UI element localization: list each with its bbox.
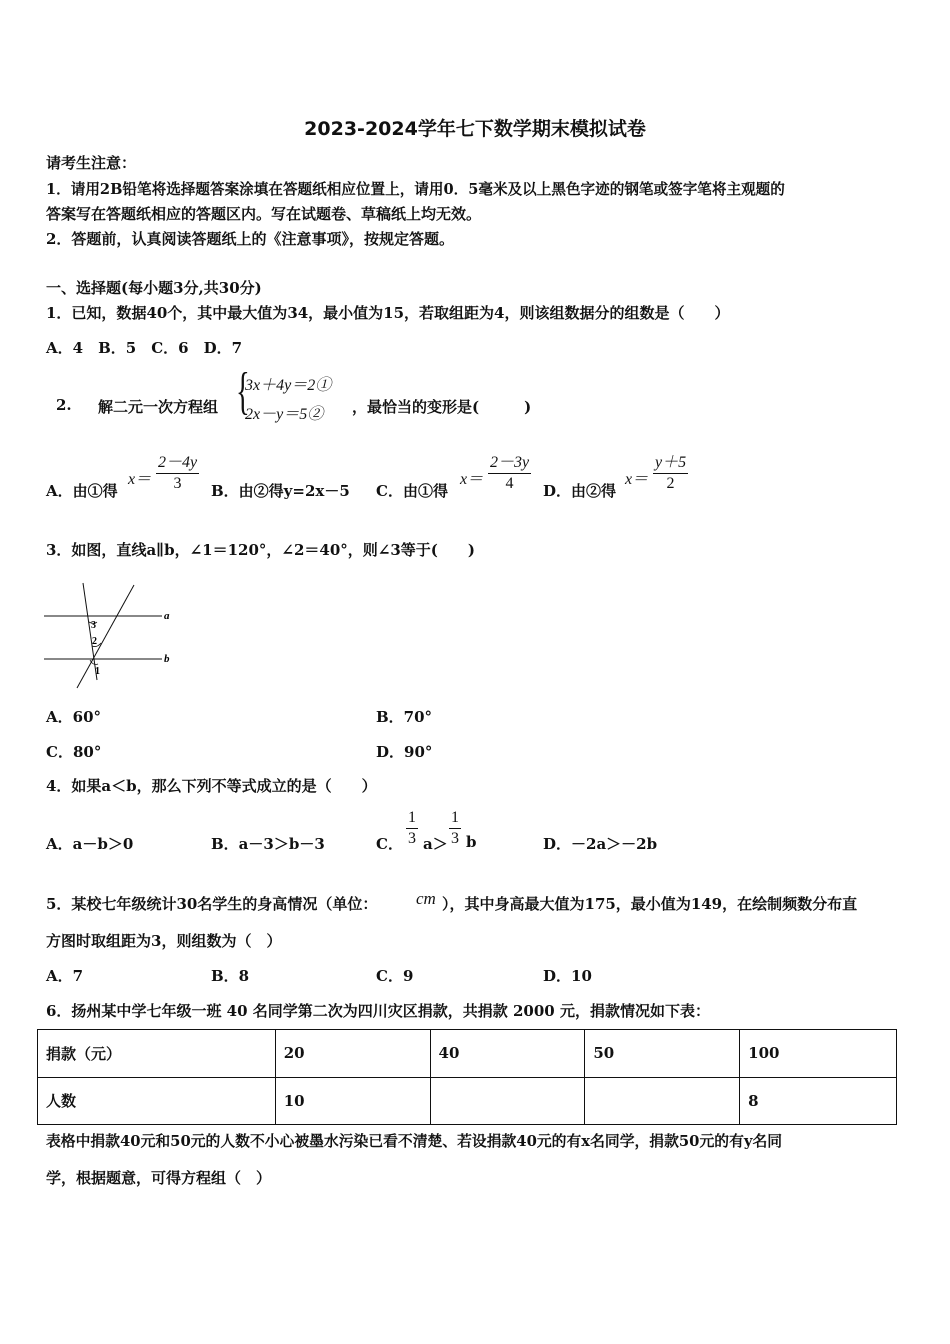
donation-table bbox=[37, 1029, 897, 1125]
q1-options: A．4 B．5 C．6 D．7 bbox=[46, 339, 243, 357]
q4-stem: 4．如果a＜b，那么下列不等式成立的是（ ） bbox=[46, 777, 377, 795]
q3-option-c: C．80° bbox=[46, 743, 102, 761]
q2-option-d-fraction bbox=[653, 454, 688, 494]
q5-option-c: C．9 bbox=[376, 967, 414, 985]
notice-line-2: 2．答题前，认真阅读答题纸上的《注意事项》，按规定答题。 bbox=[46, 230, 454, 248]
section-heading: 一、选择题(每小题3分,共30分) bbox=[46, 279, 262, 297]
fraction-numerator: 2－4y bbox=[156, 454, 199, 474]
table-cell: 20 bbox=[275, 1030, 430, 1078]
fraction-denominator: 2 bbox=[666, 475, 675, 492]
label-b: b bbox=[164, 653, 170, 665]
fraction-numerator: 1 bbox=[449, 809, 461, 829]
label-angle-2: 2 bbox=[92, 636, 97, 647]
q4-option-c-mid: a＞ bbox=[423, 835, 448, 853]
q2-equation-2: 2x－y＝5② bbox=[245, 406, 324, 423]
table-cell: 捐款（元） bbox=[38, 1030, 276, 1078]
q2-equation-1: 3x＋4y＝2① bbox=[245, 377, 332, 394]
q3-option-a: A．60° bbox=[46, 708, 102, 726]
notice-heading: 请考生注意： bbox=[46, 154, 137, 172]
q1-stem: 1．已知，数据40个，其中最大值为34，最小值为15，若取组距为4，则该组数据分的组数是（ ） bbox=[46, 304, 730, 322]
q6-stem: 6．扬州某中学七年级一班 40 名同学第二次为四川灾区捐款，共捐款 2000 元，捐款情况如下表： bbox=[46, 1002, 710, 1020]
q4-option-c-end: b bbox=[466, 833, 477, 851]
q5-option-b: B．8 bbox=[211, 967, 250, 985]
table-row bbox=[38, 1077, 897, 1125]
q5-stem-c: 方图时取组距为3，则组数为（ ） bbox=[46, 932, 282, 950]
fraction-denominator: 3 bbox=[173, 475, 182, 492]
fraction-denominator: 3 bbox=[451, 830, 459, 847]
table-cell: 40 bbox=[430, 1030, 585, 1078]
system-brace: { bbox=[236, 363, 250, 420]
label-angle-1: 1 bbox=[95, 666, 100, 677]
q5-unit: cm bbox=[416, 889, 436, 908]
fraction-numerator: 2－3y bbox=[488, 454, 531, 474]
q3-option-d: D．90° bbox=[376, 743, 433, 761]
q4-option-c-label: C． bbox=[376, 835, 403, 853]
notice-line-1a: 1．请用2B铅笔将选择题答案涂填在答题纸相应位置上，请用0．5毫米及以上黑色字迹的钢笔或签字笔将主观题的 bbox=[46, 181, 785, 198]
q4-option-c-fraction-1 bbox=[406, 809, 418, 849]
table-cell: 100 bbox=[740, 1030, 897, 1078]
q4-option-b: B．a－3＞b－3 bbox=[211, 835, 325, 853]
q4-option-c-fraction-2 bbox=[449, 809, 461, 849]
q4-option-d: D．－2a＞－2b bbox=[543, 835, 658, 853]
q2-option-d-lhs: x＝ bbox=[625, 471, 649, 488]
q5-stem-a: 5．某校七年级统计30名学生的身高情况（单位： bbox=[46, 895, 378, 913]
q5-option-d: D．10 bbox=[543, 967, 592, 985]
q5-stem-b: ），其中身高最大值为175，最小值为149，在绘制频数分布直 bbox=[442, 895, 858, 913]
q2-option-b: B．由②得y=2x－5 bbox=[211, 482, 350, 500]
q6-after-b: 学，根据题意，可得方程组（ ） bbox=[46, 1169, 272, 1187]
q6-after-a: 表格中捐款40元和50元的人数不小心被墨水污染已看不清楚、若设捐款40元的有x名同学，捐款50元的有y名同 bbox=[46, 1133, 783, 1150]
page-title: 2023-2024学年七下数学期末模拟试卷 bbox=[304, 118, 646, 140]
label-a: a bbox=[164, 610, 170, 622]
fraction-denominator: 4 bbox=[505, 475, 514, 492]
q3-option-b: B．70° bbox=[376, 708, 433, 726]
q2-option-a-lhs: x＝ bbox=[128, 471, 152, 488]
fraction-numerator: 1 bbox=[406, 809, 418, 829]
q2-stem-b: ，最恰当的变形是( ) bbox=[352, 398, 532, 416]
q2-option-c-fraction bbox=[488, 454, 531, 494]
notice-line-1b: 答案写在答题纸相应的答题区内。写在试题卷、草稿纸上均无效。 bbox=[46, 205, 482, 223]
q2-option-c-lhs: x＝ bbox=[460, 471, 484, 488]
table-row bbox=[38, 1030, 897, 1078]
fraction-denominator: 3 bbox=[408, 830, 416, 847]
q3-stem: 3．如图，直线a∥b，∠1＝120°，∠2＝40°，则∠3等于( ) bbox=[46, 541, 475, 559]
table-cell: 人数 bbox=[38, 1077, 276, 1125]
table-cell: 10 bbox=[275, 1077, 430, 1125]
fraction-numerator: y＋5 bbox=[653, 454, 688, 474]
table-cell: 8 bbox=[740, 1077, 897, 1125]
table-cell bbox=[430, 1077, 585, 1125]
table-cell: 50 bbox=[585, 1030, 740, 1078]
q2-stem-a: 解二元一次方程组 bbox=[98, 398, 219, 416]
q4-option-a: A．a－b＞0 bbox=[46, 835, 134, 853]
q2-option-a-fraction bbox=[156, 454, 199, 494]
q2-option-d-label: D．由②得 bbox=[543, 482, 617, 500]
q2-option-c-label: C．由①得 bbox=[376, 482, 448, 500]
table-cell bbox=[585, 1077, 740, 1125]
parallel-lines-figure bbox=[40, 580, 180, 692]
label-angle-3: 3 bbox=[91, 620, 96, 631]
q5-option-a: A．7 bbox=[46, 967, 84, 985]
q2-option-a-label: A．由①得 bbox=[46, 482, 118, 500]
q2-number: 2. bbox=[56, 396, 72, 414]
